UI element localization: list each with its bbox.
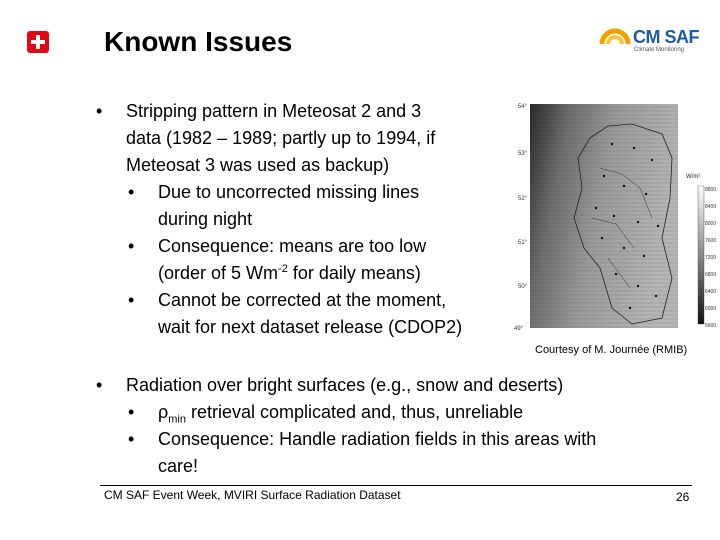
cmsaf-logo-text: CM SAF (633, 27, 699, 47)
cmsaf-logo (600, 22, 710, 58)
colorbar-unit: W/m² (686, 174, 701, 180)
sub-bullet-text: for daily means) (287, 263, 421, 283)
bullet-dot: • (128, 429, 135, 449)
colorbar-tick: 6800 (705, 272, 717, 278)
colorbar-ticks (705, 187, 716, 329)
sub-bullet-line: during night (158, 209, 253, 229)
sub-bullet-line: care! (158, 456, 199, 476)
bullet-line (96, 372, 696, 399)
footer-divider (100, 485, 692, 486)
lat-labels (514, 104, 528, 332)
bullet-dot: • (128, 402, 135, 422)
sub-bullet-line (96, 179, 516, 206)
swiss-flag-logo (27, 31, 49, 53)
colorbar-tick: 7200 (705, 255, 717, 261)
sub-bullet-text: Consequence: Handle radiation fields in this areas with (158, 429, 597, 449)
rho-symbol: ρ (158, 402, 169, 422)
sub-bullet-line (96, 426, 696, 453)
bullet-block-bright-surfaces (96, 372, 696, 480)
bullet-block-stripping (96, 98, 516, 341)
sub-bullet-line (96, 233, 516, 260)
sub-bullet-text: retrieval complicated and, thus, unreliable (185, 402, 524, 422)
lat-label: 54° (518, 104, 528, 110)
figure-caption: Courtesy of M. Journée (RMIB) (535, 344, 688, 356)
slide-title: Known Issues (104, 26, 293, 57)
sub-bullet-line (96, 260, 516, 287)
page-number: 26 (676, 490, 690, 504)
bullet-dot: • (128, 236, 135, 256)
lat-label: 50° (518, 284, 528, 290)
bullet-dot: • (96, 375, 103, 395)
colorbar-tick: 7600 (705, 238, 717, 244)
lat-label: 51° (518, 240, 528, 246)
sun-icon (600, 24, 630, 50)
lat-label: 52° (518, 196, 528, 202)
subscript: min (168, 413, 186, 426)
radiation-map (512, 98, 715, 334)
colorbar-tick: 8800 (705, 187, 717, 193)
superscript: -2 (278, 263, 288, 275)
colorbar-tick: 8400 (705, 204, 717, 210)
sub-bullet-text: Consequence: means are too low (158, 236, 427, 256)
lat-label: 49° (514, 326, 524, 332)
footer-text: CM SAF Event Week, MVIRI Surface Radiation Dataset (104, 488, 401, 502)
bullet-line: data (1982 – 1989; partly up to 1994, if (126, 128, 436, 148)
colorbar-tick: 8000 (705, 221, 717, 227)
bullet-dot: • (128, 182, 135, 202)
bullet-line (96, 98, 516, 125)
bullet-line: Meteosat 3 was used as backup) (126, 155, 390, 175)
colorbar (698, 186, 704, 324)
colorbar-tick: 6000 (705, 306, 717, 312)
sub-bullet-line (96, 399, 696, 426)
sub-bullet-line (96, 287, 516, 314)
sub-bullet-text: Cannot be corrected at the moment, (158, 290, 447, 310)
stripe-pattern (530, 104, 678, 328)
bullet-text: Stripping pattern in Meteosat 2 and 3 (126, 101, 422, 121)
radiation-map-figure (512, 98, 715, 334)
sub-bullet-text: (order of 5 Wm (158, 263, 279, 283)
bullet-dot: • (96, 101, 103, 121)
cmsaf-logo-subtitle: Climate Monitoring (634, 47, 685, 53)
sub-bullet-text: Due to uncorrected missing lines (158, 182, 420, 202)
sub-bullet-line: wait for next dataset release (CDOP2) (158, 317, 463, 337)
colorbar-tick: 5600 (705, 323, 717, 329)
bullet-text: Radiation over bright surfaces (e.g., snow and deserts) (126, 375, 564, 395)
colorbar-tick: 6400 (705, 289, 717, 295)
lat-label: 53° (518, 151, 528, 157)
bullet-dot: • (128, 290, 135, 310)
